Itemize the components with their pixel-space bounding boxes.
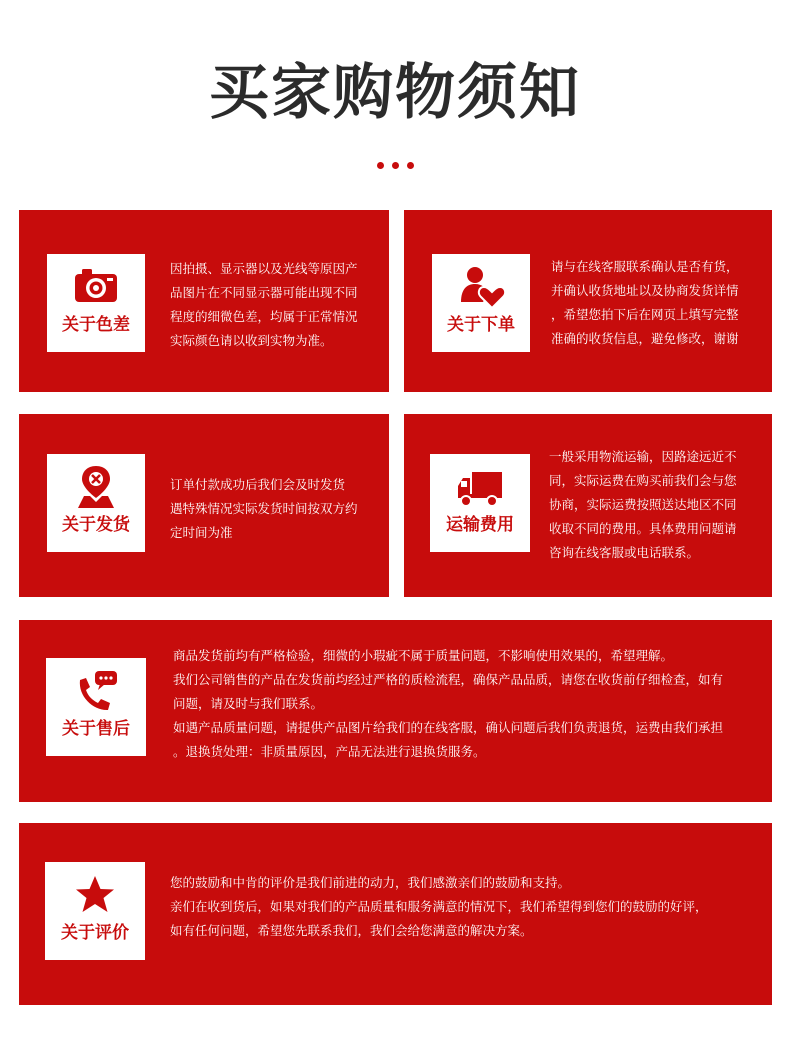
text-line: 订单付款成功后我们会及时发货 xyxy=(170,477,346,492)
text-line: 准确的收货信息，避免修改，谢谢 xyxy=(551,331,739,346)
truck-icon xyxy=(454,464,506,510)
text-line: 因拍摄、显示器以及光线等原因产 xyxy=(170,261,358,276)
phone-chat-icon xyxy=(70,668,122,714)
text-line: 同，实际运费在购买前我们会与您 xyxy=(549,473,737,488)
text-line: 我们公司销售的产品在发货前均经过严格的质检流程，确保产品品质，请您在收货前仔细检查，如有 xyxy=(173,672,724,687)
text-line: 程度的细微色差，均属于正常情况 xyxy=(170,309,358,324)
color-difference-label: 关于色差 xyxy=(62,315,130,335)
after-sales-text xyxy=(173,644,723,764)
text-line: 。退换货处理：非质量原因，产品无法进行退换货服务。 xyxy=(173,744,486,759)
text-line: 一般采用物流运输，因路途远近不 xyxy=(549,449,737,464)
text-line: 请与在线客服联系确认是否有货， xyxy=(551,259,739,274)
freight-badge xyxy=(430,454,530,552)
text-line: 定时间为准 xyxy=(170,525,233,540)
text-line: ，希望您拍下后在网页上填写完整 xyxy=(551,307,739,322)
ordering-badge xyxy=(432,254,530,352)
location-pin-icon xyxy=(70,464,122,510)
text-line: 协商，实际运费按照送达地区不同 xyxy=(549,497,737,512)
shipping-badge xyxy=(47,454,145,552)
review-label: 关于评价 xyxy=(61,923,129,943)
review-card xyxy=(19,823,772,1005)
text-line: 如遇产品质量问题，请提供产品图片给我们的在线客服，确认问题后我们负责退货，运费由我们承担 xyxy=(173,720,724,735)
text-line: 如有任何问题，希望您先联系我们，我们会给您满意的解决方案。 xyxy=(170,923,533,938)
review-badge xyxy=(45,862,145,960)
review-text xyxy=(170,871,708,943)
text-line: 收取不同的费用。具体费用问题请 xyxy=(549,521,737,536)
ordering-label: 关于下单 xyxy=(447,315,515,335)
ordering-text xyxy=(551,255,739,351)
text-line: 咨询在线客服或电话联系。 xyxy=(549,545,700,560)
page-title: 买家购物须知 xyxy=(209,58,581,128)
camera-icon xyxy=(70,264,122,310)
title-dots-divider xyxy=(0,154,790,162)
text-line: 亲们在收到货后，如果对我们的产品质量和服务满意的情况下，我们希望得到您们的鼓励的好评， xyxy=(170,899,708,914)
shipping-text xyxy=(170,473,358,545)
freight-text xyxy=(549,445,737,565)
after-sales-badge xyxy=(46,658,146,756)
after-sales-card xyxy=(19,620,772,802)
text-line: 商品发货前均有严格检验，细微的小瑕疵不属于质量问题，不影响使用效果的，希望理解。 xyxy=(173,648,674,663)
star-icon xyxy=(69,872,121,918)
text-line: 遇特殊情况实际发货时间按双方约 xyxy=(170,501,358,516)
color-difference-text xyxy=(170,257,358,353)
divider-dot xyxy=(407,162,414,169)
ordering-card xyxy=(404,210,772,392)
divider-dot xyxy=(392,162,399,169)
color-difference-badge xyxy=(47,254,145,352)
divider-dot xyxy=(377,162,384,169)
text-line: 并确认收货地址以及协商发货详情 xyxy=(551,283,739,298)
text-line: 问题，请及时与我们联系。 xyxy=(173,696,324,711)
text-line: 实际颜色请以收到实物为准。 xyxy=(170,333,333,348)
freight-label: 运输费用 xyxy=(446,515,514,535)
shipping-label: 关于发货 xyxy=(62,515,130,535)
freight-card xyxy=(404,414,772,597)
text-line: 品图片在不同显示器可能出现不同 xyxy=(170,285,358,300)
user-heart-icon xyxy=(455,264,507,310)
shipping-card xyxy=(19,414,389,597)
text-line: 您的鼓励和中肯的评价是我们前进的动力，我们感激亲们的鼓励和支持。 xyxy=(170,875,571,890)
color-difference-card xyxy=(19,210,389,392)
after-sales-label: 关于售后 xyxy=(62,719,130,739)
